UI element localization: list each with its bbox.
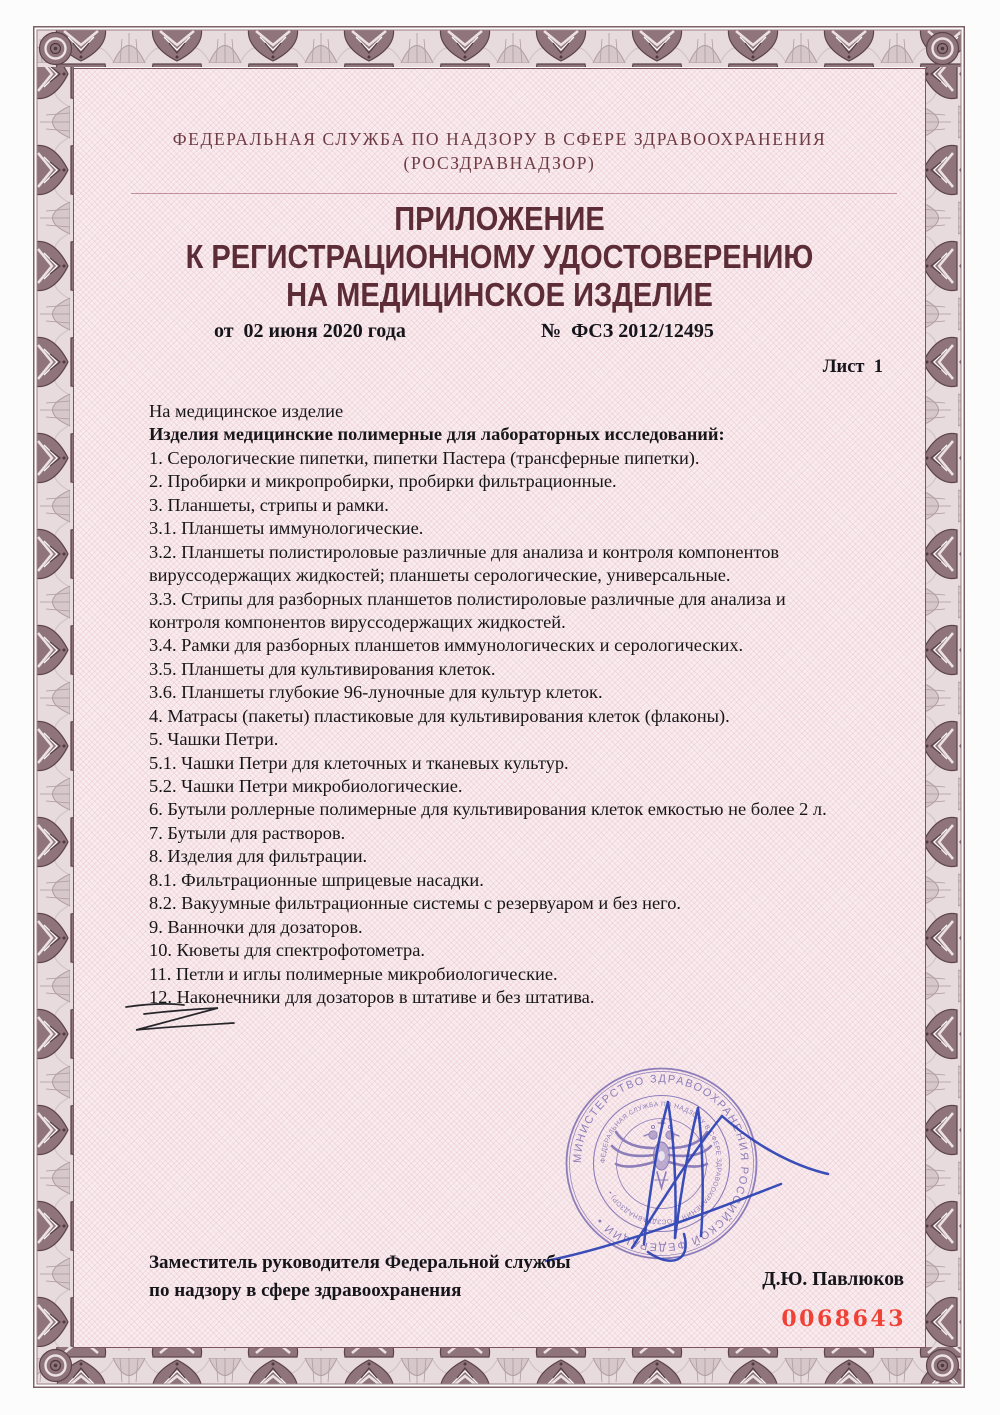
signature-ink-icon <box>536 1086 836 1286</box>
seal-inner-text: ФЕДЕРАЛЬНАЯ СЛУЖБА ПО НАДЗОРУ В СФЕРЕ ЗДРАВООХРАНЕНИЯ (РОСЗДРАВНАДЗОР) • <box>599 1101 723 1225</box>
issuing-authority-line2: (РОСЗДРАВНАДЗОР) <box>403 153 596 173</box>
list-item: 11. Петли и иглы полимерные микробиологические. <box>149 963 558 984</box>
signer-position-line1: Заместитель руководителя Федеральной службы <box>149 1252 571 1273</box>
signer-position-line2: по надзору в сфере здравоохранения <box>149 1280 462 1301</box>
list-item: контроля компонентов вируссодержащих жидкостей. <box>149 611 566 632</box>
list-item: 8. Изделия для фильтрации. <box>149 846 368 867</box>
list-item: 3.3. Стрипы для разборных планшетов полистироловые различные для анализа и <box>149 588 786 609</box>
list-item: 5. Чашки Петри. <box>149 729 279 750</box>
list-item: 4. Матрасы (пакеты) пластиковые для культивирования клеток (флаконы). <box>149 705 730 726</box>
correction-mark-icon <box>120 997 320 1041</box>
list-item: 3. Планшеты, стрипы и рамки. <box>149 494 389 515</box>
document-title-line2: К РЕГИСТРАЦИОННОМУ УДОСТОВЕРЕНИЮ <box>185 238 814 275</box>
seal-outer-text: МИНИСТЕРСТВО ЗДРАВООХРАНЕНИЯ РОССИЙСКОЙ ФЕДЕРАЦИИ • <box>571 1073 751 1253</box>
intro-line: На медицинское изделие <box>149 401 344 421</box>
list-item: 5.2. Чашки Петри микробиологические. <box>149 776 463 796</box>
issuing-authority-line1: ФЕДЕРАЛЬНАЯ СЛУЖБА ПО НАДЗОРУ В СФЕРЕ ЗДРАВООХРАНЕНИЯ <box>172 129 827 149</box>
list-item: 8.2. Вакуумные фильтрационные системы с резервуаром и без него. <box>149 893 682 914</box>
document-title-line1: ПРИЛОЖЕНИЕ <box>394 200 605 237</box>
list-item: 3.4. Рамки для разборных планшетов иммунологических и серологических. <box>149 635 744 656</box>
header-divider <box>131 193 897 194</box>
list-item: вируссодержащих жидкостей; планшеты серологические, универсальные. <box>149 565 731 586</box>
document-title-line3: НА МЕДИЦИНСКОЕ ИЗДЕЛИЕ <box>286 276 713 313</box>
list-item: 1. Серологические пипетки, пипетки Пастера (трансферные пипетки). <box>149 447 700 468</box>
list-item: 3.2. Планшеты полистироловые различные для анализа и контроля компонентов <box>149 541 780 562</box>
certificate-content <box>73 68 926 1348</box>
product-description <box>149 400 921 1009</box>
list-item: 3.5. Планшеты для культивирования клеток. <box>149 658 496 679</box>
list-item: 6. Бутыли роллерные полимерные для культивирования клеток емкостью не более 2 л. <box>149 799 827 820</box>
list-item: 2. Пробирки и микропробирки, пробирки фильтрационные. <box>149 471 617 492</box>
list-item: 3.1. Планшеты иммунологические. <box>149 518 424 539</box>
registration-number: № ФСЗ 2012/12495 <box>541 320 714 342</box>
list-item: 5.1. Чашки Петри для клеточных и тканевых культур. <box>149 752 569 773</box>
list-item: 8.1. Фильтрационные шприцевые насадки. <box>149 869 484 890</box>
form-serial-number: 0068643 <box>781 1306 906 1332</box>
product-group-title: Изделия медицинские полимерные для лабораторных исследований: <box>149 424 725 445</box>
signer-name: Д.Ю. Павлюков <box>762 1269 904 1290</box>
list-item: 12. Наконечники для дозаторов в штативе и без штатива. <box>149 986 595 1007</box>
list-item: 10. Кюветы для спектрофотометра. <box>149 940 425 961</box>
list-item: 9. Ванночки для дозаторов. <box>149 916 363 937</box>
list-item: 3.6. Планшеты глубокие 96-луночные для культур клеток. <box>149 682 603 703</box>
issue-date: от 02 июня 2020 года <box>214 320 406 342</box>
list-item: 7. Бутыли для растворов. <box>149 822 346 843</box>
sheet-number: Лист 1 <box>822 357 883 377</box>
product-list <box>149 447 921 1010</box>
